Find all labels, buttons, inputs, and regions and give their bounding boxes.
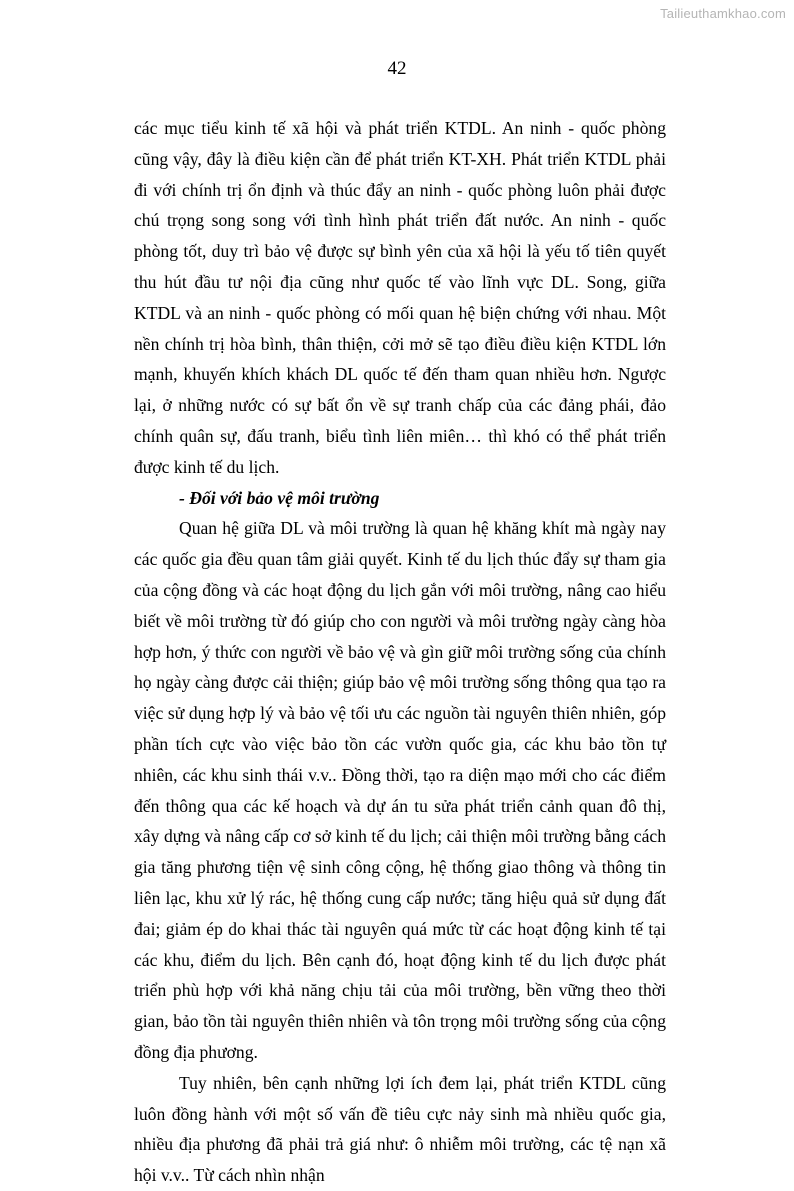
watermark: Tailieuthamkhao.com <box>660 6 786 21</box>
section-heading: - Đối với bảo vệ môi trường <box>179 487 380 508</box>
page-number: 42 <box>387 58 407 79</box>
paragraph: Quan hệ giữa DL và môi trường là quan hệ khăng khít mà ngày nay các quốc gia đều quan tâm giải quyết. Kinh tế du lịch thúc đẩy sự tham gia của cộng đồng và các hoạt động du lịch gắn với môi trường, nâng cao hiểu biết về môi trường từ đó giúp cho con người và môi trường ngày càng hòa hợp hơn, ý thức con người về bảo vệ và gìn giữ môi trường sống của chính họ ngày càng được cải thiện; giúp bảo vệ môi trường sống thông qua tạo ra việc sử dụng hợp lý và bảo vệ tối ưu các nguồn tài nguyên thiên nhiên, góp phần tích cực vào việc bảo tồn các vườn quốc gia, các khu bảo tồn tự nhiên, các khu sinh thái v.v.. Đồng thời, tạo ra diện mạo mới cho các điểm đến thông qua các kế hoạch và dự án tu sửa phát triển cảnh quan đô thị, xây dựng và nâng cấp cơ sở kinh tế du lịch; cải thiện môi trường bằng cách gia tăng phương tiện vệ sinh công cộng, hệ thống giao thông và thông tin liên lạc, khu xử lý rác, hệ thống cung cấp nước; tăng hiệu quả sử dụng đất đai; giảm ép do khai thác tài nguyên quá mức từ các hoạt động kinh tế tại các khu, điểm du lịch. Bên cạnh đó, hoạt động kinh tế du lịch được phát triển phù hợp với khả năng chịu tải của môi trường, bền vững theo thời gian, bảo tồn tài nguyên thiên nhiên và tôn trọng môi trường sống của cộng đồng địa phương. <box>134 518 666 1062</box>
paragraph: Tuy nhiên, bên cạnh những lợi ích đem lại, phát triển KTDL cũng luôn đồng hành với một số vấn đề tiêu cực nảy sinh mà nhiều quốc gia, nhiều địa phương đã phải trả giá như: ô nhiễm môi trường, các tệ nạn xã hội v.v.. Từ cách nhìn nhận <box>134 1072 666 1186</box>
document-body <box>134 113 666 1191</box>
paragraph: các mục tiểu kinh tế xã hội và phát triển KTDL. An ninh - quốc phòng cũng vậy, đây là điều kiện cần để phát triển KT-XH. Phát triển KTDL phải đi với chính trị ổn định và thúc đẩy an ninh - quốc phòng luôn phải được chú trọng song song với tình hình phát triển đất nước. An ninh - quốc phòng tốt, duy trì bảo vệ được sự bình yên của xã hội là yếu tố tiên quyết thu hút đầu tư nội địa cũng như quốc tế vào lĩnh vực DL. Song, giữa KTDL và an ninh - quốc phòng có mối quan hệ biện chứng với nhau. Một nền chính trị hòa bình, thân thiện, cởi mở sẽ tạo điều điều kiện KTDL lớn mạnh, khuyến khích khách DL quốc tế đến tham quan nhiều hơn. Ngược lại, ở những nước có sự bất ổn về sự tranh chấp của các đảng phái, đảo chính quân sự, đấu tranh, biểu tình liên miên… thì khó có thể phát triển được kinh tế du lịch. <box>134 118 666 477</box>
